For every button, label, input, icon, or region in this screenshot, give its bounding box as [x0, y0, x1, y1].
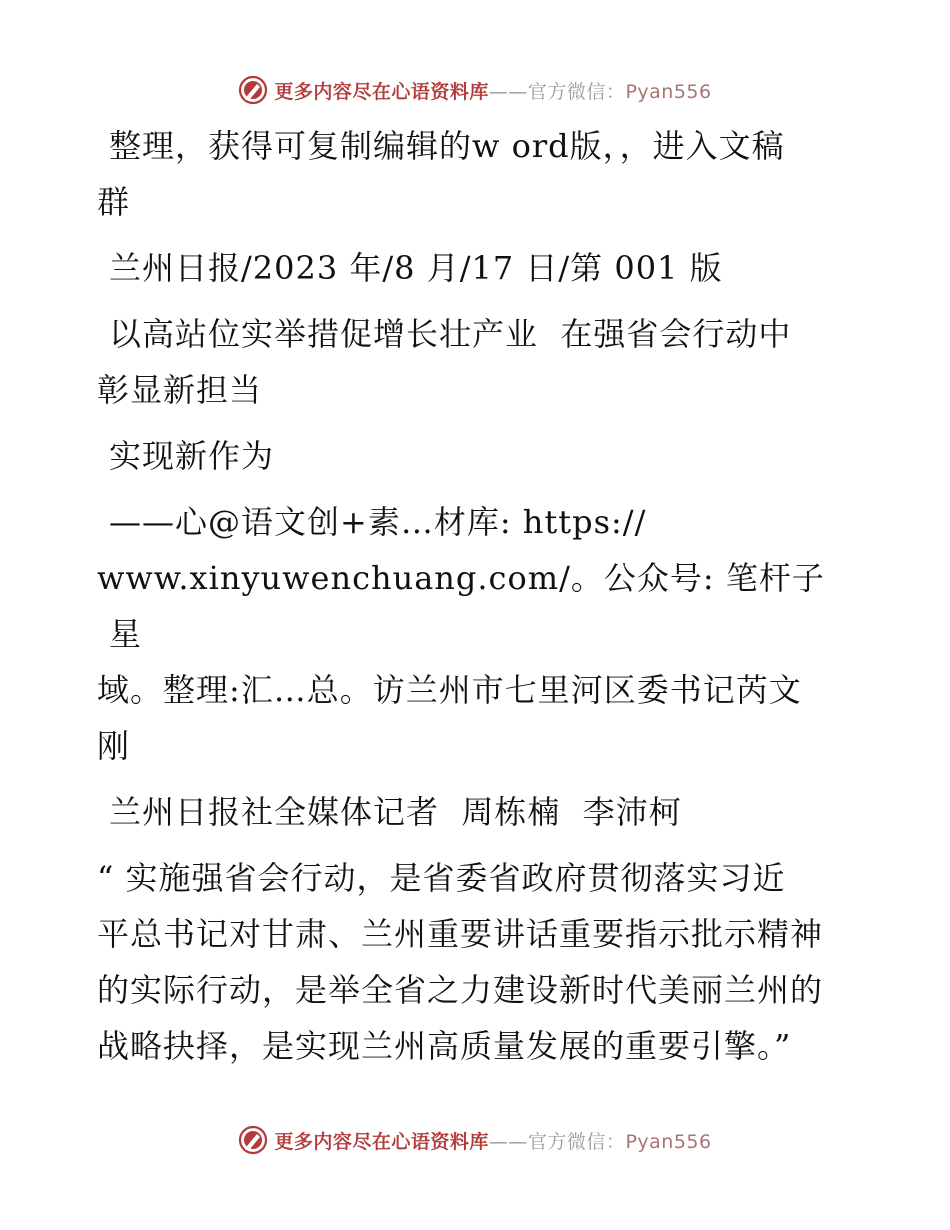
para-line: 的实际行动，是举全省之力建设新时代美丽兰州的 [97, 971, 824, 1009]
header-watermark-banner [0, 70, 950, 110]
banner-colon: ： [605, 1130, 626, 1153]
pen-logo-icon [238, 75, 268, 105]
para-line: www.xinyuwenchuang.com/。公众号: 笔杆子星 [97, 559, 825, 653]
para-line: “ 实施强省会行动，是省委省政府贯彻落实习近 [97, 859, 786, 897]
paragraph-quote [97, 850, 857, 1074]
banner-separator: —— [488, 80, 528, 103]
para-line: 群 [97, 183, 131, 221]
para-line: 刚 [97, 727, 131, 765]
paragraph-subtitle [97, 428, 857, 484]
banner-main-text: 更多内容尽在心语资料库 [274, 1130, 489, 1153]
banner-wechat-id: Pyan556 [625, 80, 712, 103]
paragraph-interview-note [97, 494, 857, 774]
paragraph-reporters [97, 784, 857, 840]
paragraph-intro [97, 118, 857, 230]
para-line: 平总书记对甘肃、兰州重要讲话重要指示批示精神 [97, 915, 824, 953]
banner-colon: ： [605, 80, 626, 103]
para-line: 以高站位实举措促增长壮产业 在强省会行动中 [109, 315, 792, 353]
banner-wechat-label: 官方微信 [527, 1130, 606, 1153]
para-line: 兰州日报/2023 年/8 月/17 日/第 001 版 [109, 249, 723, 287]
paragraph-title [97, 306, 857, 418]
banner-separator: —— [488, 1130, 528, 1153]
banner-wechat-label: 官方微信 [527, 80, 606, 103]
document-body [97, 118, 857, 1084]
para-line: 实现新作为 [109, 437, 275, 475]
para-line: 域。整理:汇…总。访兰州市七里河区委书记芮文 [97, 671, 802, 709]
footer-watermark-banner [0, 1120, 950, 1160]
para-line: 战略抉择，是实现兰州高质量发展的重要引擎。” [97, 1027, 792, 1065]
para-line: 兰州日报社全媒体记者 周栋楠 李沛柯 [109, 793, 682, 831]
paragraph-source [97, 240, 857, 296]
pen-logo-icon [238, 1125, 268, 1155]
para-line: 彰显新担当 [97, 371, 263, 409]
para-line: ——心@语文创+素…材库: https:// [109, 503, 647, 541]
banner-wechat-id: Pyan556 [625, 1130, 712, 1153]
para-line: 整理，获得可复制编辑的w ord版，，进入文稿 [109, 127, 785, 165]
banner-main-text: 更多内容尽在心语资料库 [274, 80, 489, 103]
